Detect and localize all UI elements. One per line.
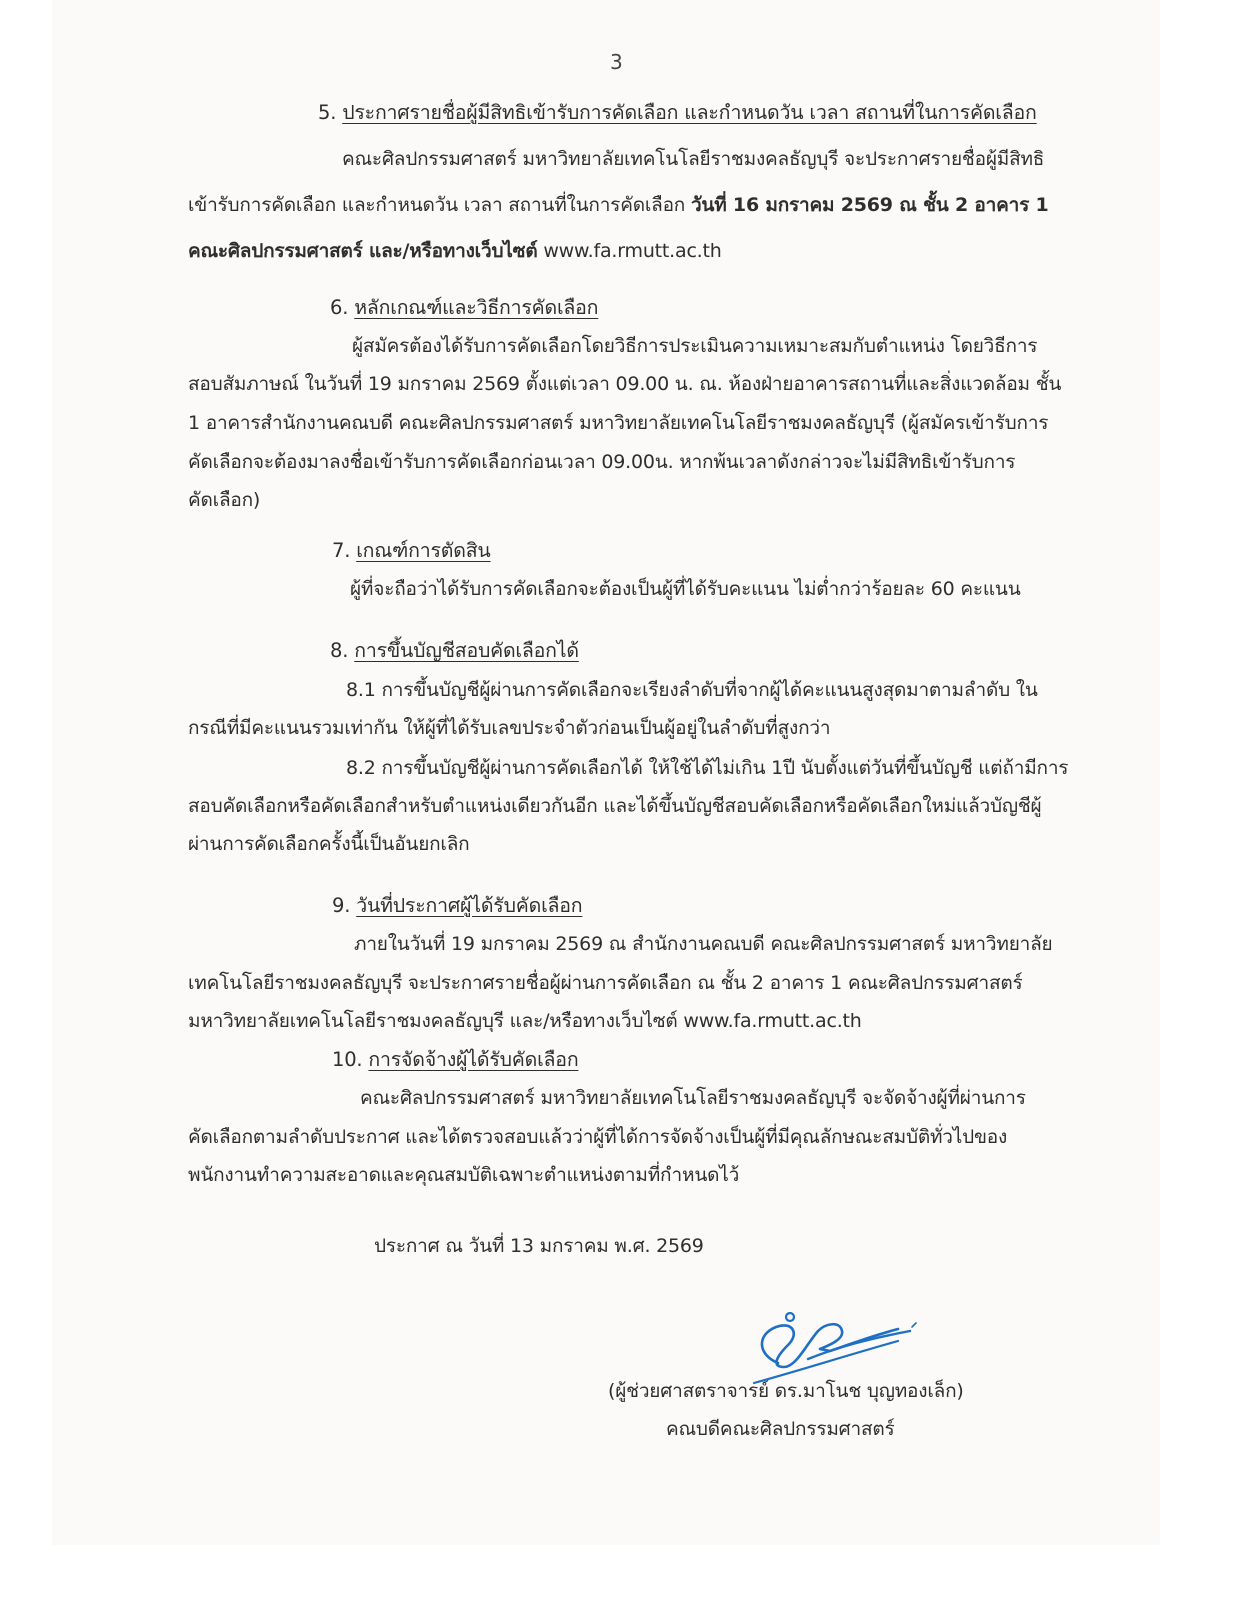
section-title: เกณฑ์การตัดสิน [356,539,491,562]
section-5-line-3 [188,242,722,261]
section-7-line-1: ผู้ที่จะถือว่าได้รับการคัดเลือกจะต้องเป็นผู้ที่ได้รับคะแนน ไม่ต่ำกว่าร้อยละ 60 คะแนน [350,578,1021,600]
section-10-heading [332,1050,578,1070]
section-9-line-3: มหาวิทยาลัยเทคโนโลยีราชมงคลธัญบุรี และ/หรือทางเว็บไซต์ www.fa.rmutt.ac.th [188,1010,862,1032]
section-8-line-1: 8.1 การขึ้นบัญชีผู้ผ่านการคัดเลือกจะเรียงลำดับที่จากผู้ได้คะแนนสูงสุดมาตามลำดับ ใน [346,679,1038,701]
section-title: วันที่ประกาศผู้ได้รับคัดเลือก [356,894,583,917]
section-number: 6. [330,296,349,319]
section-number: 9. [332,894,351,917]
section-title: การจัดจ้างผู้ได้รับคัดเลือก [368,1048,579,1071]
section-title: หลักเกณฑ์และวิธีการคัดเลือก [354,296,599,319]
section-5-text: เข้ารับการคัดเลือก และกำหนดวัน เวลา สถานที่ในการคัดเลือก [188,194,686,216]
website-link[interactable]: www.fa.rmutt.ac.th [543,240,722,262]
section-8-line-4: สอบคัดเลือกหรือคัดเลือกสำหรับตำแหน่งเดียวกันอีก และได้ขึ้นบัญชีสอบคัดเลือกหรือคัดเลือกใหม่แล้วบัญชีผู้ [188,795,1042,817]
page-number: 3 [610,50,623,74]
section-5-line-1: คณะศิลปกรรมศาสตร์ มหาวิทยาลัยเทคโนโลยีราชมงคลธัญบุรี จะประกาศรายชื่อผู้มีสิทธิ [342,148,1045,170]
announcement-date: ประกาศ ณ วันที่ 13 มกราคม พ.ศ. 2569 [374,1235,704,1257]
section-8-line-5: ผ่านการคัดเลือกครั้งนี้เป็นอันยกเลิก [188,833,470,855]
section-6-line-3: 1 อาคารสำนักงานคณบดี คณะศิลปกรรมศาสตร์ มหาวิทยาลัยเทคโนโลยีราชมงคลธัญบุรี (ผู้สมัครเข้ารับการ [188,412,1049,434]
section-7-heading [332,541,491,561]
section-title: ประกาศรายชื่อผู้มีสิทธิเข้ารับการคัดเลือก และกำหนดวัน เวลา สถานที่ในการคัดเลือก [342,101,1037,124]
section-6-line-4: คัดเลือกจะต้องมาลงชื่อเข้ารับการคัดเลือกก่อนเวลา 09.00น. หากพ้นเวลาดังกล่าวจะไม่มีสิทธิเข้ารับการ [188,451,1016,473]
section-10-line-3: พนักงานทำความสะอาดและคุณสมบัติเฉพาะตำแหน่งตามที่กำหนดไว้ [188,1164,740,1186]
faculty-website-text: คณะศิลปกรรมศาสตร์ และ/หรือทางเว็บไซต์ [188,240,538,262]
section-5-line-2 [188,196,1049,215]
selection-date-location: วันที่ 16 มกราคม 2569 ณ ชั้น 2 อาคาร 1 [690,194,1049,216]
section-number: 8. [330,639,349,662]
section-title: การขึ้นบัญชีสอบคัดเลือกได้ [354,639,579,662]
section-8-line-2: กรณีที่มีคะแนนรวมเท่ากัน ให้ผู้ที่ได้รับเลขประจำตัวก่อนเป็นผู้อยู่ในลำดับที่สูงกว่า [188,717,831,739]
section-6-line-1: ผู้สมัครต้องได้รับการคัดเลือกโดยวิธีการประเมินความเหมาะสมกับตำแหน่ง โดยวิธีการ [352,335,1038,357]
section-6-heading [330,298,598,318]
section-number: 5. [318,101,337,124]
section-5-heading [318,103,1037,123]
section-9-line-1: ภายในวันที่ 19 มกราคม 2569 ณ สำนักงานคณบดี คณะศิลปกรรมศาสตร์ มหาวิทยาลัย [354,933,1053,955]
section-6-line-2: สอบสัมภาษณ์ ในวันที่ 19 มกราคม 2569 ตั้งแต่เวลา 09.00 น. ณ. ห้องฝ่ายอาคารสถานที่และสิ่งแวดล้อม ชั้น [188,373,1062,395]
section-9-heading [332,896,582,916]
signatory-position: คณบดีคณะศิลปกรรมศาสตร์ [666,1418,895,1440]
section-number: 7. [332,539,351,562]
section-8-heading [330,641,579,661]
section-6-line-5: คัดเลือก) [188,489,261,511]
section-9-line-2: เทคโนโลยีราชมงคลธัญบุรี จะประกาศรายชื่อผู้ผ่านการคัดเลือก ณ ชั้น 2 อาคาร 1 คณะศิลปกรรมศาสตร์ [188,972,1023,994]
signatory-name: (ผู้ช่วยศาสตราจารย์ ดร.มาโนช บุญทองเล็ก) [608,1380,964,1402]
signature-icon [748,1305,918,1385]
section-8-line-3: 8.2 การขึ้นบัญชีผู้ผ่านการคัดเลือกได้ ให้ใช้ได้ไม่เกิน 1ปี นับตั้งแต่วันที่ขึ้นบัญชี แต่ถ้ามีการ [346,757,1069,779]
section-10-line-1: คณะศิลปกรรมศาสตร์ มหาวิทยาลัยเทคโนโลยีราชมงคลธัญบุรี จะจัดจ้างผู้ที่ผ่านการ [360,1087,1026,1109]
section-10-line-2: คัดเลือกตามลำดับประกาศ และได้ตรวจสอบแล้วว่าผู้ที่ได้การจัดจ้างเป็นผู้ที่มีคุณลักษณะสมบัติทั่วไปของ [188,1126,1008,1148]
section-number: 10. [332,1048,363,1071]
